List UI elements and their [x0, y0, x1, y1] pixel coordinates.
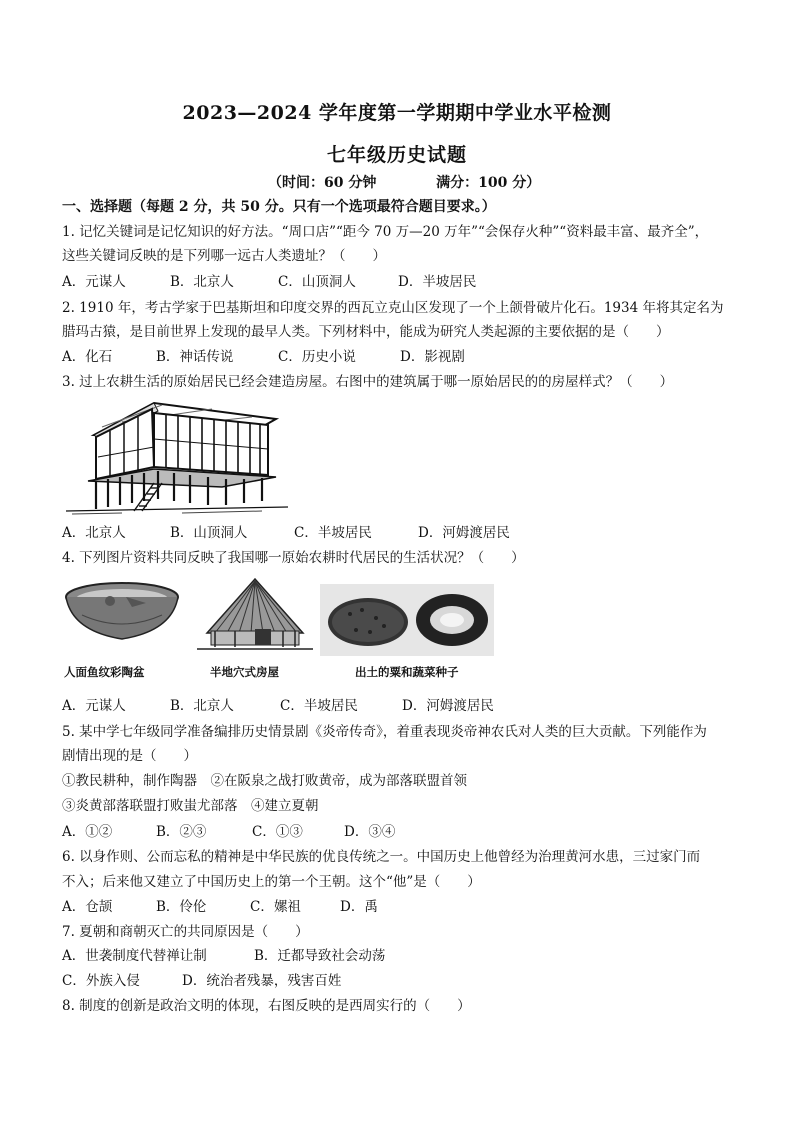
- q2-option-b: B．神话传说: [156, 349, 234, 365]
- q3-option-c: C．半坡居民: [294, 525, 372, 541]
- exam-subtitle: 七年级历史试题: [326, 144, 467, 166]
- pottery-basin-drawing: [62, 575, 182, 660]
- caption-pottery-basin: 人面鱼纹彩陶盆: [64, 665, 145, 679]
- exam-time: （时间：60 分钟: [268, 175, 377, 191]
- q4-option-b: B．北京人: [170, 698, 234, 714]
- q2-option-a: A．化石: [62, 349, 113, 365]
- q6-option-b: B．伶伦: [156, 899, 207, 915]
- painted-pottery-basin-image: [62, 575, 182, 660]
- q5-statements-1: ①教民耕种，制作陶器 ②在阪泉之战打败黄帝，成为部落联盟首领: [62, 773, 467, 789]
- q5-options: [62, 822, 395, 842]
- q6-options: [62, 897, 378, 917]
- q2-text-2: 腊玛古猿，是目前世界上发现的最早人类。下列材料中，能成为研究人类起源的主要依据的是（ ）: [62, 324, 670, 340]
- q8-text-1: 8. 制度的创新是政治文明的体现，右图反映的是西周实行的（ ）: [62, 998, 471, 1014]
- q1-text-2: 这些关键词反映的是下列哪一远古人类遗址？（ ）: [62, 248, 386, 264]
- q7-text-1: 7. 夏朝和商朝灭亡的共同原因是（ ）: [62, 924, 309, 940]
- q7-option-d: D．统治者残暴，残害百姓: [182, 973, 342, 989]
- exam-score: 满分：100 分）: [436, 175, 541, 191]
- q2-option-c: C．历史小说: [278, 349, 356, 365]
- q5-option-b: B．②③: [156, 824, 207, 840]
- q3-option-a: A．北京人: [62, 525, 126, 541]
- caption-house: 半地穴式房屋: [210, 665, 279, 679]
- q6-option-c: C．嫘祖: [250, 899, 301, 915]
- q6-option-d: D．禹: [340, 899, 378, 915]
- q4-options: [62, 696, 494, 716]
- q1-option-a: A．元谋人: [62, 274, 126, 290]
- q7-options-row-1: [62, 946, 385, 966]
- q4-text-1: 4. 下列图片资料共同反映了我国哪一原始农耕时代居民的生活状况？（ ）: [62, 550, 525, 566]
- q6-text-1: 6. 以身作则、公而忘私的精神是中华民族的优良传统之一。中国历史上他曾经为治理黄河水患，三过家门而: [62, 849, 701, 865]
- q3-options: [62, 523, 510, 543]
- q2-text-1: 2. 1910 年，考古学家于巴基斯坦和印度交界的西瓦立克山区发现了一个上颌骨破片化石。1934 年将其定名为: [62, 300, 724, 316]
- q5-text-2: 剧情出现的是（ ）: [62, 748, 197, 764]
- q5-option-a: A．①②: [62, 824, 113, 840]
- q4-option-c: C．半坡居民: [280, 698, 358, 714]
- q6-text-2: 不入；后来他又建立了中国历史上的第一个王朝。这个“他”是（ ）: [62, 874, 481, 890]
- q5-option-d: D．③④: [344, 824, 396, 840]
- q1-options: [62, 272, 476, 292]
- stilt-house-drawing: [62, 397, 292, 517]
- q3-option-b: B．山顶洞人: [170, 525, 248, 541]
- q5-option-c: C．①③: [252, 824, 303, 840]
- q1-option-b: B．北京人: [170, 274, 234, 290]
- q7-options-row-2: [62, 971, 341, 991]
- section-heading: 一、选择题（每题 2 分，共 50 分。只有一个选项最符合题目要求。）: [62, 199, 496, 215]
- caption-seeds: 出土的粟和蔬菜种子: [355, 665, 459, 679]
- q1-option-c: C．山顶洞人: [278, 274, 356, 290]
- q7-option-b: B．迁都导致社会动荡: [254, 948, 386, 964]
- q7-option-a: A．世袭制度代替禅让制: [62, 948, 207, 964]
- q2-options: [62, 347, 465, 367]
- exam-meta: [268, 172, 540, 192]
- q5-text-1: 5. 某中学七年级同学准备编排历史情景剧《炎帝传奇》，着重表现炎帝神农氏对人类的巨大贡献。下列能作为: [62, 724, 707, 740]
- q2-option-d: D．影视剧: [400, 349, 465, 365]
- q1-option-d: D．半坡居民: [398, 274, 477, 290]
- q3-option-d: D．河姆渡居民: [418, 525, 510, 541]
- millet-seeds-image: [320, 584, 494, 656]
- seeds-drawing: [320, 584, 494, 656]
- q3-text-1: 3. 过上农耕生活的原始居民已经会建造房屋。右图中的建筑属于哪一原始居民的的房屋样式？（ ）: [62, 374, 674, 390]
- q4-option-d: D．河姆渡居民: [402, 698, 494, 714]
- semi-subterranean-house-image: [195, 575, 315, 660]
- q1-text-1: 1. 记忆关键词是记忆知识的好方法。“周口店”“距今 70 万—20 万年”“会保存火种”“资料最丰富、最齐全”，: [62, 224, 709, 240]
- q5-statements-2: ③炎黄部落联盟打败蚩尤部落 ④建立夏朝: [62, 798, 319, 814]
- semi-subterranean-house-drawing: [195, 575, 315, 660]
- q6-option-a: A．仓颉: [62, 899, 113, 915]
- stilt-house-image: [62, 397, 292, 517]
- q4-option-a: A．元谋人: [62, 698, 126, 714]
- q7-option-c: C．外族入侵: [62, 973, 140, 989]
- exam-title: 2023—2024 学年度第一学期期中学业水平检测: [182, 102, 612, 124]
